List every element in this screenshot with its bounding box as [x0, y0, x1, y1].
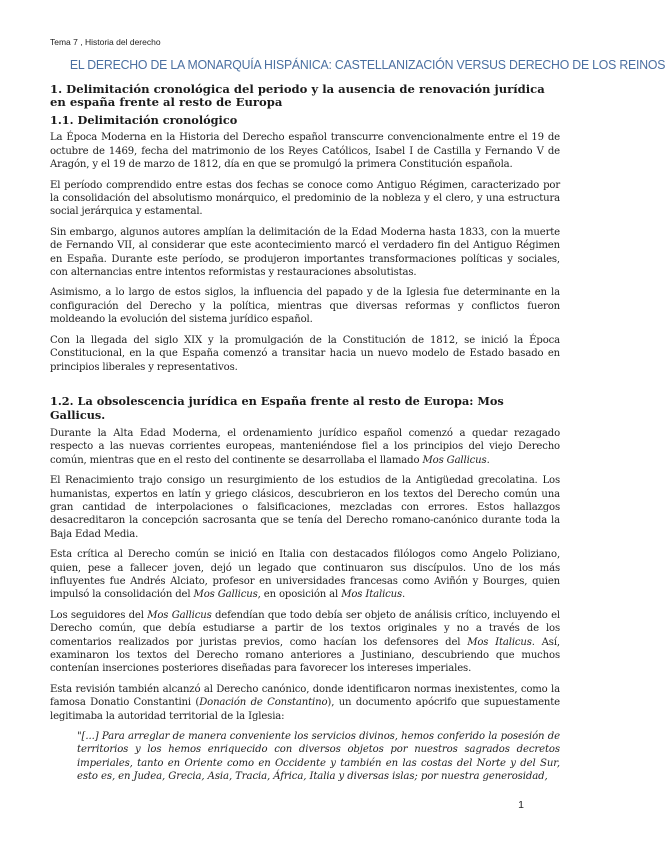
subsection-heading-1-1: 1.1. Delimitación cronológico [50, 113, 238, 128]
paragraph: La Época Moderna en la Historia del Derecho español transcurre convencionalmente entre el 19 de octubre de 1469, fecha del matrimonio de los Reyes Católicos, Isabel I de Castilla y Fernando V de Aragón, y el 19 de marzo de 1812, día en que se promulgó la primera Constitución española. [50, 132, 560, 171]
emphasis: Mos Gallicus [193, 589, 258, 601]
paragraph: Con la llegada del siglo XIX y la promulgación de la Constitución de 1812, se inició la Época Constitucional, en la que España comenzó a transitar hacia un nuevo modelo de Estado basado en principios liberales y representativos. [50, 334, 560, 373]
paragraph: Esta crítica al Derecho común se inició en Italia con destacados filólogos como Angelo Poliziano, quien, pese a fallecer joven, dejó un legado que continuaron sus discípulos. Uno de los más influyentes fue Andrés Alciato, profesor en universidades francesas como Aviñón y Bourges, quien impulsó la consolidación del Mos Gallicus, en oposición al Mos Italicus. [50, 549, 560, 601]
emphasis: Mos Gallicus [422, 454, 487, 466]
subsection-heading-1-2: 1.2. La obsolescencia jurídica en España frente al resto de Europa: Mos Gallicus. [50, 393, 504, 422]
emphasis: Mos Italicus [467, 636, 532, 648]
page-number: 1 [518, 799, 524, 811]
document-body [50, 83, 560, 784]
paragraph: El período comprendido entre estas dos fechas se conoce como Antiguo Régimen, caracterizado por la consolidación del absolutismo monárquico, el predominio de la nobleza y el clero, y una estructura social jerárquica y estamental. [50, 179, 560, 218]
emphasis: Donación de Constantino [199, 697, 328, 709]
paragraph: Sin embargo, algunos autores amplían la delimitación de la Edad Moderna hasta 1833, con la muerte de Fernando VII, al considerar que este acontecimiento marcó el verdadero fin del Antiguo Régimen en España. Durante este período, se produjeron importantes transformaciones políticas y sociales, con alternancias entre intentos reformistas y restauraciones absolutistas. [50, 226, 560, 279]
emphasis: Mos Gallicus [147, 609, 212, 621]
document-title: EL DERECHO DE LA MONARQUÍA HISPÁNICA: CASTELLANIZACIÓN VERSUS DERECHO DE LOS REINOS [69, 57, 665, 72]
section-heading: 1. Delimitación cronológica del periodo y la ausencia de renovación jurídica en españa frente al resto de Europa [50, 82, 545, 110]
paragraph: Esta revisión también alcanzó al Derecho canónico, donde identificaron normas inexistentes, como la famosa Donatio Constantini (Donación de Constantino), un documento apócrifo que supuestamente legitimaba la autoridad territorial de la Iglesia: [50, 683, 560, 722]
paragraph: Los seguidores del Mos Gallicus defendían que todo debía ser objeto de análisis crítico, incluyendo el Derecho común, que debía estudiarse a partir de los textos originales y no a través de los comentarios realizados por juristas previos, como hacían los defensores del Mos Italicus. Así, examinaron los textos del Derecho romano anteriores a Justiniano, descubriendo que muchos contenían inserciones posteriores diseñadas para favorecer los intereses imperiales. [50, 609, 560, 675]
paragraph: El Renacimiento trajo consigo un resurgimiento de los estudios de la Antigüedad grecolatina. Los humanistas, expertos en latín y griego clásicos, descubrieron en los textos del Derecho común una gran cantidad de interpolaciones o falsificaciones, mezcladas con errores. Estos hallazgos desacreditaron la concepción sacrosanta que se tenía del Derecho romano-canónico durante toda la Baja Edad Media. [50, 475, 560, 540]
paragraph: Durante la Alta Edad Moderna, el ordenamiento jurídico español comenzó a quedar rezagado respecto a las nuevas corrientes europeas, manteniéndose fiel a los principios del viejo Derecho común, mientras que en el resto del continente se desarrollaba el llamado Mos Gallicus. [50, 427, 560, 466]
paragraph: Asimismo, a lo largo de estos siglos, la influencia del papado y de la Iglesia fue determinante en la configuración del Derecho y la política, mientras que diversas reformas y conflictos fueron moldeando la evolución del sistema jurídico español. [50, 287, 560, 326]
running-header: Tema 7 , Historia del derecho [50, 37, 161, 47]
block-quote: "[...] Para arreglar de manera conveniente los servicios divinos, hemos conferido la posesión de territorios y los hemos enriquecido con diversos objetos por nuestros sagrados decretos imperiales, tanto en Oriente como en Occidente y también en las costas del Norte y del Sur, esto es, en Judea, Grecia, Asia, Tracia, África, Italia y diversas islas; por nuestra generosidad, [77, 731, 560, 783]
emphasis: Mos Italicus [341, 589, 403, 601]
